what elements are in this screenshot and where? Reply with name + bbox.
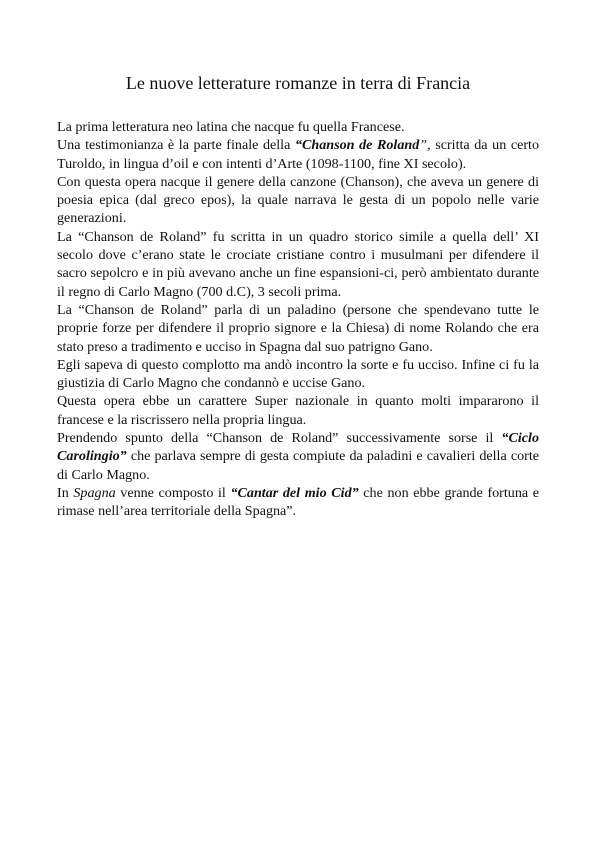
paragraph bbox=[57, 136, 539, 173]
paragraph bbox=[57, 356, 539, 393]
paragraph bbox=[57, 173, 539, 228]
paragraph-text: La prima letteratura neo latina che nacque fu quella Francese. bbox=[57, 119, 405, 135]
paragraph-text: Con questa opera nacque il genere della canzone (Chanson), che aveva un genere di poesia epica (dal greco epos), la quale narrava le gesta di un popolo nelle varie generazioni. bbox=[57, 173, 539, 227]
paragraph bbox=[57, 228, 539, 301]
paragraph-text: Questa opera ebbe un carattere Super nazionale in quanto molti impararono il francese e la riscrissero nella propria lingua. bbox=[57, 393, 539, 428]
document-title: Le nuove letterature romanze in terra di Francia bbox=[125, 73, 471, 93]
paragraph-text: La “Chanson de Roland” fu scritta in un quadro storico simile a quella dell’ XI secolo dove c’erano state le crociate cristiane contro i musulmani per difendere il sacro sepolcro e in più avevano anche un fine espansioni-ci, però ambientato durante il regno di Carlo Magno (700 d.C), 3 secoli prima. bbox=[57, 228, 539, 300]
paragraph-text: che parlava sempre di gesta compiute da paladini e cavalieri della corte di Carlo Magno. bbox=[57, 448, 539, 483]
document-body bbox=[57, 118, 539, 521]
paragraph-text: , scritta da un certo Turoldo, in lingua d’oil e con intenti d’Arte (1098-1100, fine XI secolo). bbox=[57, 137, 540, 172]
paragraph-text: Una testimonianza è la parte finale della bbox=[57, 137, 295, 154]
emphasized-text: Spagna bbox=[73, 484, 116, 501]
paragraph-text: che non ebbe grande fortuna e rimase nell’area territoriale della Spagna”. bbox=[57, 484, 540, 520]
paragraph bbox=[57, 118, 539, 136]
paragraph bbox=[57, 429, 539, 484]
paragraph-text: venne composto il bbox=[115, 484, 231, 501]
paragraph bbox=[57, 484, 539, 521]
emphasized-text: “Chanson de Roland bbox=[294, 137, 420, 154]
paragraph bbox=[57, 301, 539, 356]
emphasized-text: “Cantar del mio Cid” bbox=[230, 484, 359, 501]
emphasized-text: ” bbox=[419, 137, 428, 154]
emphasized-text: “Ciclo Carolingio” bbox=[57, 430, 539, 465]
paragraph-text: Egli sapeva di questo complotto ma andò incontro la sorte e fu ucciso. Infine ci fu la giustizia di Carlo Magno che condannò e uccise Gano. bbox=[57, 356, 539, 392]
paragraph-text: Prendendo spunto della “Chanson de Roland” successivamente sorse il bbox=[57, 430, 502, 447]
paragraph bbox=[57, 392, 539, 429]
paragraph-text: In bbox=[57, 484, 74, 501]
paragraph-text: La “Chanson de Roland” parla di un paladino (persone che spendevano tutte le proprie forze per difendere il proprio signore e la Chiesa) di nome Rolando che era stato preso a tradimento e ucciso in Spagna dal suo patrigno Gano. bbox=[57, 301, 539, 355]
